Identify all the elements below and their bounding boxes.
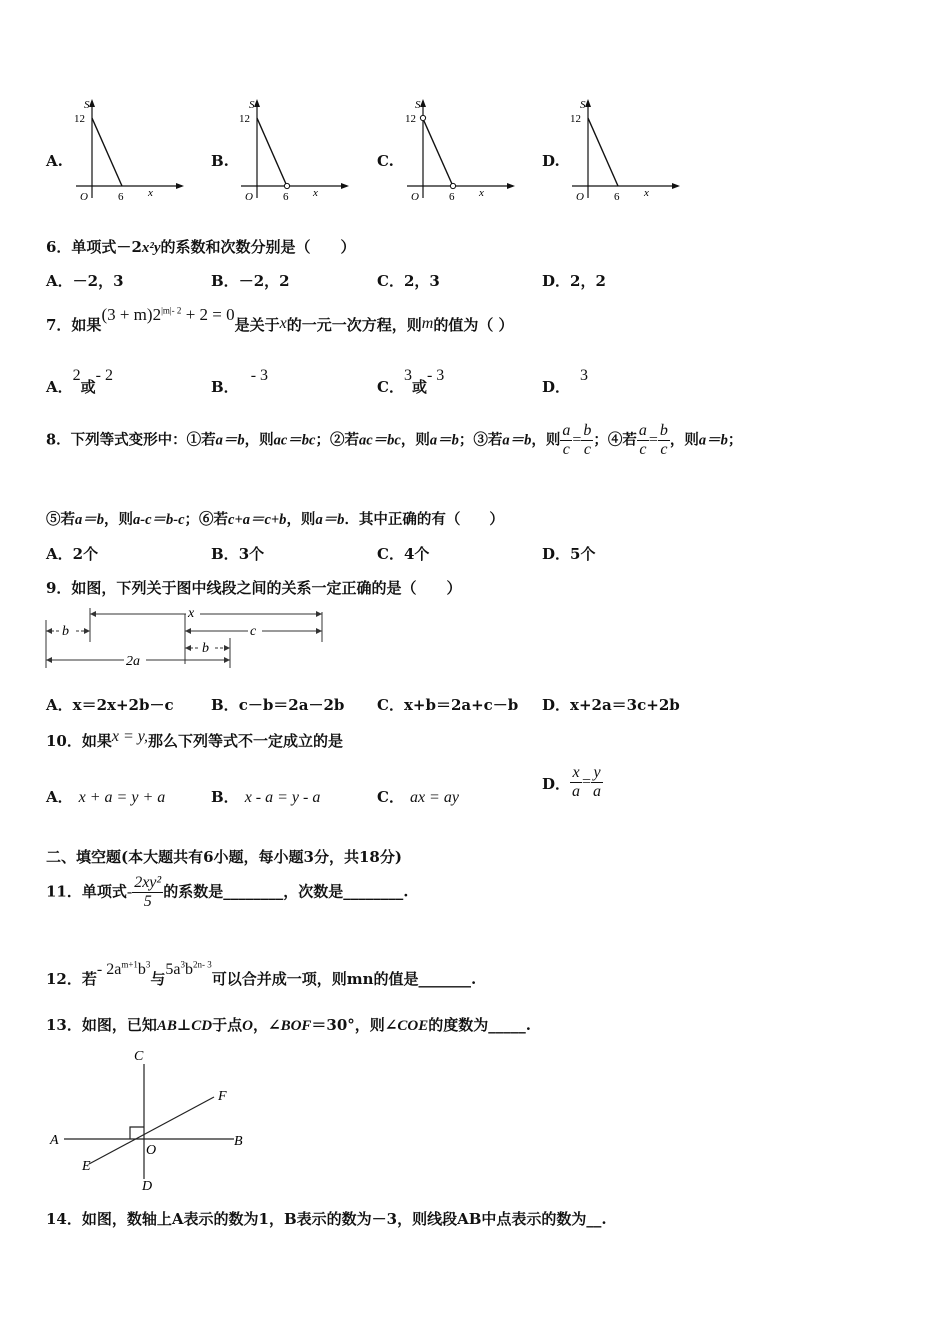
q13-geometry-diagram	[44, 1044, 264, 1194]
axis-x: x	[313, 187, 318, 199]
option-a-label: A.	[46, 152, 63, 170]
q9-option-a: A．x＝2x+2b－c	[46, 696, 174, 714]
origin: O	[576, 191, 584, 203]
q9-option-c: C．x+b＝2a+c－b	[377, 696, 519, 714]
q6-option-c: C．2，3	[377, 272, 440, 290]
q11-stem: 11．单项式- $\frac{\text{2xy²}}{5}$ 的系数是________，次数是________.	[46, 874, 409, 910]
q10-option-b: B． x - a = y - a	[211, 788, 321, 806]
fraction-a-over-c-2: $\frac{a}{c}$	[638, 422, 647, 458]
q13-stem: 13．如图，已知AB⊥CD于点O，∠BOF＝30°，则∠COE的度数为_____.	[46, 1016, 531, 1034]
tick-6: 6	[118, 191, 124, 203]
axis-x: x	[479, 187, 484, 199]
point-c: C	[134, 1049, 144, 1064]
q8-stem-line2: ⑤若a＝b，则a-c＝b-c；⑥若c+a＝c+b，则a＝b．其中正确的有（ ）	[46, 511, 504, 528]
fraction-x-over-a: $\frac{x}{a}$	[572, 764, 581, 800]
q7-option-d: D．3	[542, 367, 589, 396]
label-b2: b	[202, 641, 209, 656]
fraction-2xy2-over-5: $\frac{\text{2xy²}}{5}$	[134, 874, 162, 910]
q8-option-c: C．4个	[377, 545, 430, 563]
label-x: x	[188, 606, 195, 621]
q9-option-d: D．x+2a＝3c+2b	[542, 696, 680, 714]
point-b: B	[234, 1134, 243, 1149]
point-d: D	[142, 1179, 153, 1194]
q9-stem: 9．如图，下列关于图中线段之间的关系一定正确的是（ ）	[46, 579, 462, 597]
tick-12: 12	[570, 113, 581, 125]
graph-d	[568, 96, 688, 206]
q9-segment-diagram	[40, 602, 335, 672]
point-o: O	[146, 1143, 157, 1158]
q8-option-b: B．3个	[211, 545, 265, 563]
graph-c	[403, 96, 523, 206]
q7-stem: 7．如果$(3 + m)2^{|m|- 2} + 2 = 0$是关于x的一元一次方程，则m的值为（ ）	[46, 305, 514, 334]
fraction-b-over-c-2: $\frac{b}{c}$	[659, 422, 668, 458]
q6-option-d: D．2，2	[542, 272, 606, 290]
option-c-label: C.	[377, 152, 394, 170]
fraction-a-over-c: $\frac{a}{c}$	[562, 422, 571, 458]
tick-6: 6	[283, 191, 289, 203]
point-f: F	[218, 1089, 227, 1104]
q6-option-a: A．－2，3	[46, 272, 124, 290]
label-2a: 2a	[126, 654, 140, 669]
q10-option-a: A． x + a = y + a	[46, 788, 166, 806]
tick-6: 6	[449, 191, 455, 203]
q8-option-a: A．2个	[46, 545, 99, 563]
q9-option-b: B．c－b＝2a－2b	[211, 696, 345, 714]
q6-option-b: B．－2，2	[211, 272, 290, 290]
label-c: c	[250, 624, 257, 639]
q12-stem: 12．若- $2a^{m+1}b^3$与$5a^3b^{2n- 3}$可以合并成一项，则mn的值是_______.	[46, 959, 477, 988]
point-a: A	[50, 1133, 59, 1148]
tick-12: 12	[74, 113, 85, 125]
q7-option-a: A．2或- 2	[46, 367, 113, 396]
q10-option-d: D． $\frac{x}{a}$ = $\frac{y}{a}$	[542, 764, 602, 800]
q7-option-b: B．- 3	[211, 367, 269, 396]
q7-option-c: C．3或- 3	[377, 367, 445, 396]
tick-6: 6	[614, 191, 620, 203]
graph-a	[72, 96, 192, 206]
graph-b	[237, 96, 357, 206]
fraction-b-over-c: $\frac{b}{c}$	[583, 422, 592, 458]
axis-s: S	[415, 99, 421, 111]
point-e: E	[82, 1159, 91, 1174]
option-b-label: B.	[211, 152, 229, 170]
q10-option-c: C． ax = ay	[377, 788, 459, 806]
q8-stem-line1: 8．下列等式变形中：①若a＝b，则ac＝bc；②若ac＝bc，则a＝b；③若a＝b，则 $\frac{a}{c}$ = $\frac{b}{c}$ ；④若 $\frac{a}{c}$ = $\frac{b}{c}$ ，则a＝b；	[46, 422, 743, 458]
q8-option-d: D．5个	[542, 545, 596, 563]
axis-s: S	[249, 99, 255, 111]
origin: O	[80, 191, 88, 203]
q5-graph-options	[46, 96, 906, 216]
axis-x: x	[148, 187, 153, 199]
section-title: 二、填空题(本大题共有6小题，每小题3分，共18分)	[46, 848, 402, 866]
origin: O	[411, 191, 419, 203]
origin: O	[245, 191, 253, 203]
q14-stem: 14．如图，数轴上A表示的数为1，B表示的数为－3，则线段AB中点表示的数为__.	[46, 1210, 607, 1228]
q10-stem: 10．如果x = y,那么下列等式不一定成立的是	[46, 728, 344, 750]
tick-12: 12	[405, 113, 416, 125]
axis-s: S	[580, 99, 586, 111]
tick-12: 12	[239, 113, 250, 125]
axis-s: S	[84, 99, 90, 111]
axis-x: x	[644, 187, 649, 199]
option-d-label: D.	[542, 152, 560, 170]
q6-stem: 6．单项式－2x²y的系数和次数分别是（ ）	[46, 238, 356, 256]
fraction-y-over-a: $\frac{y}{a}$	[593, 764, 602, 800]
label-b1: b	[62, 624, 69, 639]
